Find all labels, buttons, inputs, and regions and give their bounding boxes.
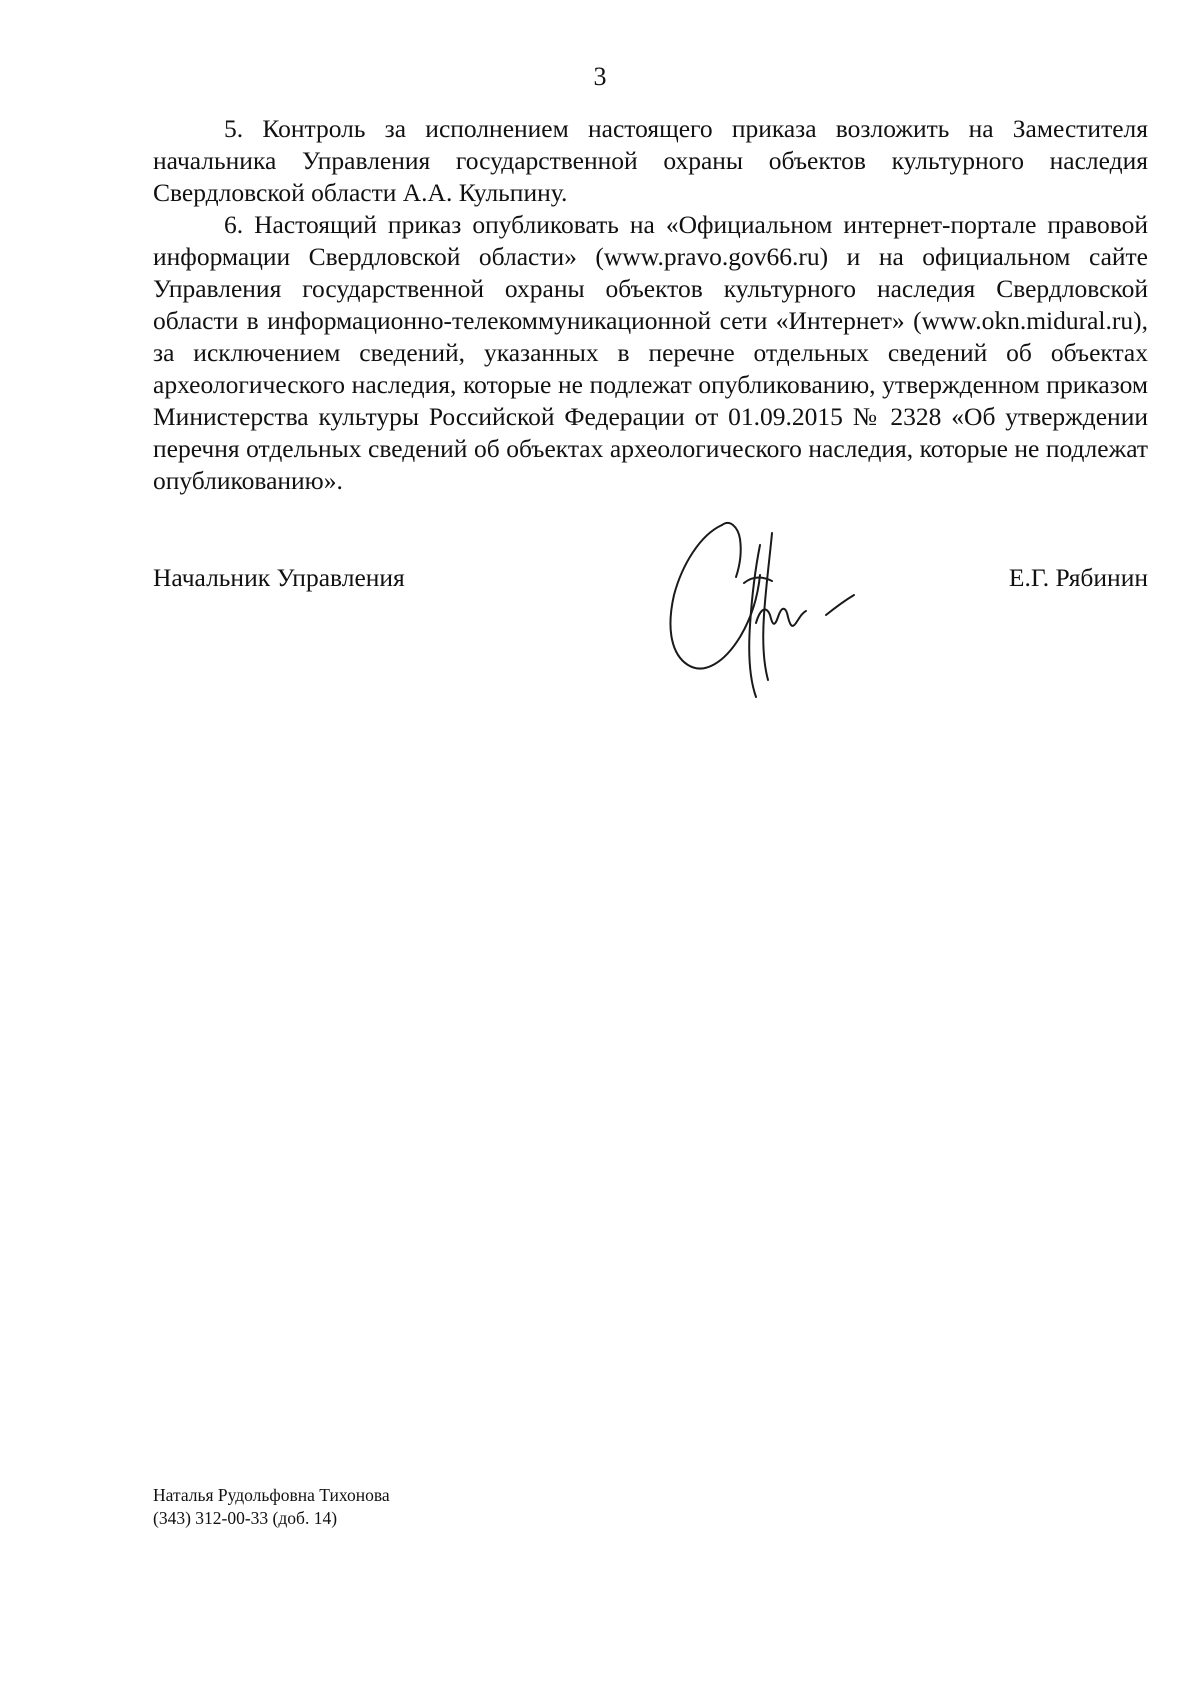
executor-info	[153, 1484, 390, 1530]
paragraph-item-5: 5. Контроль за исполнением настоящего приказа возложить на Заместителя начальника Управления государственной охраны объектов культурного наследия Свердловской области А.А. Кульпину.	[153, 114, 1148, 207]
page-number: 3	[593, 62, 607, 91]
signature-block	[153, 562, 1148, 602]
document-body	[153, 113, 1148, 497]
executor-name: Наталья Рудольфовна Тихонова	[153, 1485, 390, 1505]
signer-name: Е.Г. Рябинин	[1008, 563, 1148, 592]
paragraph-item-6: 6. Настоящий приказ опубликовать на «Официальном интернет-портале правовой информации Свердловской области» (www.pravo.gov66.ru) и на официальном сайте Управления государственной охраны объектов культурного наследия Свердловской области в информационно-телекоммуникационной сети «Интернет» (www.okn.midural.ru), за исключением сведений, указанных в перечне отдельных сведений об объектах археологического наследия, которые не подлежат опубликованию, утвержденном приказом Министерства культуры Российской Федерации от 01.09.2015 № 2328 «Об утверждении перечня отдельных сведений об объектах археологического наследия, которые не подлежат опубликованию».	[153, 210, 1148, 495]
handwritten-signature-icon	[660, 505, 900, 745]
signer-position: Начальник Управления	[153, 563, 405, 592]
executor-phone: (343) 312-00-33 (доб. 14)	[153, 1508, 338, 1528]
